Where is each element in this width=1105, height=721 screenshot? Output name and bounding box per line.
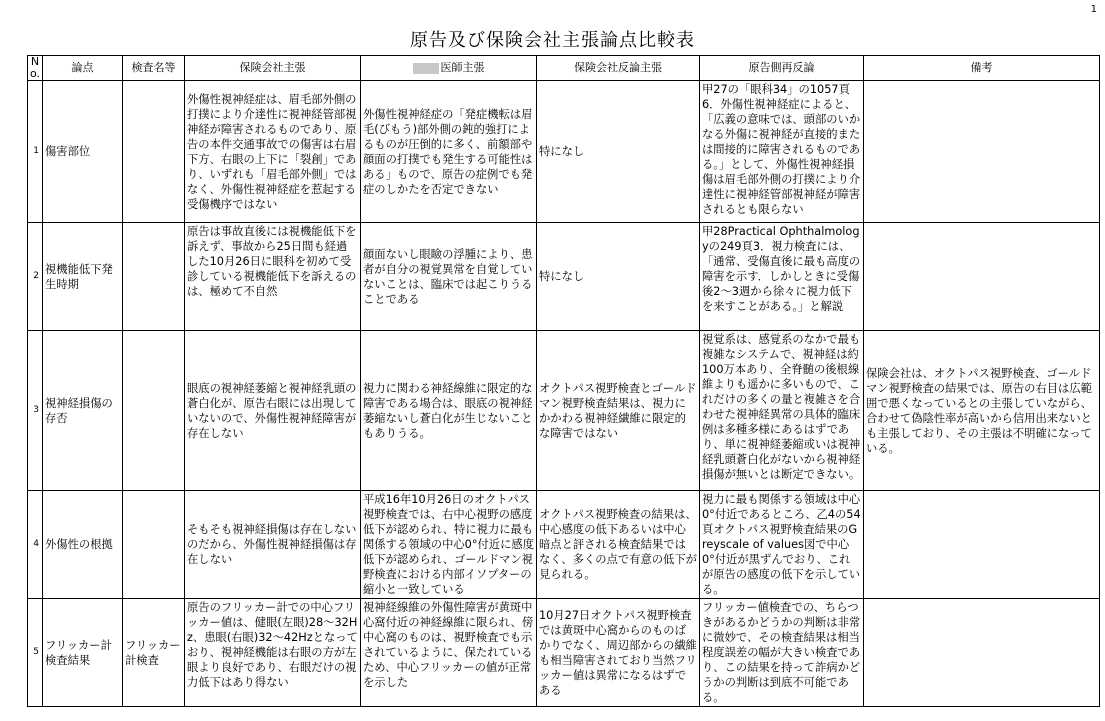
cell-insurer-rebuttal: 特になし [537,223,700,331]
header-remarks: 備考 [864,56,1100,81]
cell-insurer: 原告のフリッカー計での中心フリッカー値は、健眼(左眼)28～32Hz、患眼(右眼)32～42Hzとなっており、視神経機能は右眼の方が左眼より良好であり、右眼だけの視力低下はあり得ない [185,599,361,707]
cell-issue: フリッカー計検査結果 [43,599,123,707]
cell-test [123,223,185,331]
cell-doctor: 顔面ないし眼瞼の浮腫により、患者が自分の視覚異常を自覚していないことは、臨床では起こりうることである [361,223,537,331]
cell-remarks [864,223,1100,331]
cell-plaintiff-rebuttal: 甲27の「眼科34」の1057頁6．外傷性視神経症によると、「広義の意味では、頭部のいかなる外傷に視神経が直接的または間接的に障害されるものである。」として、外傷性視神経損傷は眉毛部外側の打撲により介達性に視神経管部視神経が障害されるとも限らない [700,81,864,223]
header-no: No. [28,56,43,81]
cell-doctor: 平成16年10月26日のオクトパス視野検査では、右中心視野の感度低下が認められ、特に視力に最も関係する領域の中心0°付近に感度低下が認められ、ゴールドマン視野検査における内部イソプターの縮小と一致している [361,491,537,599]
header-row [28,56,1100,81]
cell-plaintiff-rebuttal: 視覚系は、感覚系のなかで最も複雑なシステムで、視神経は約100万本あり、全脊髄の後根線維よりも遥かに多いもので、これだけの多くの量と複雑さを合わせた視神経異常の具体的臨床例は多種多様にあるはずであり、単に視神経萎縮或いは視神経乳頭蒼白化がないから視神経損傷が無いとは断定できない。 [700,331,864,491]
cell-insurer-rebuttal: 10月27日オクトパス視野検査では黄斑中心窩からのものばかりでなく、周辺部からの繊維も相当障害されており当然フリッカー値は異常になるはずである [537,599,700,707]
cell-test [123,331,185,491]
cell-test: フリッカー計検査 [123,599,185,707]
cell-test [123,491,185,599]
header-insurer-rebuttal: 保険会社反論主張 [537,56,700,81]
comparison-table [27,55,1100,707]
cell-plaintiff-rebuttal: フリッカー値検査での、ちらつきがあるかどうかの判断は非常に微妙で、その検査結果は相当程度誤差の幅が大きい検査であり、この結果を持って詐病かどうかの判断は到底不可能である。 [700,599,864,707]
table-row [28,331,1100,491]
cell-remarks: 保険会社は、オクトパス視野検査、ゴールドマン視野検査の結果では、原告の右目は広範囲で悪くなっているとの主張していながら、合わせて偽陰性率が高いから信用出来ないとも主張しており、その主張は不明確になっている。 [864,331,1100,491]
header-doctor-label: 医師主張 [440,61,485,74]
cell-issue: 視神経損傷の存否 [43,331,123,491]
cell-no: 3 [28,331,43,491]
redaction-mark [413,63,439,74]
table-row [28,223,1100,331]
cell-insurer: そもそも視神経損傷は存在しないのだから、外傷性視神経損傷は存在しない [185,491,361,599]
header-insurer: 保険会社主張 [185,56,361,81]
header-issue: 論点 [43,56,123,81]
page-number: 1 [1090,4,1097,15]
table-row [28,599,1100,707]
cell-test [123,81,185,223]
cell-doctor: 外傷性視神経症の「発症機転は眉毛(びもう)部外側の鈍的強打によるものが圧倒的に多く、前額部や顔面の打撲でも発生する可能性はある」もので、原告の症例でも発症のしかたを否定できない [361,81,537,223]
header-test: 検査名等 [123,56,185,81]
cell-remarks [864,81,1100,223]
cell-plaintiff-rebuttal: 甲28Practical Ophthalmologyの249頁3．視力検査には、「通常、受傷直後に最も高度の障害を示す．しかしときに受傷後2～3週から徐々に視力低下を来すことがある。」と解説 [700,223,864,331]
cell-no: 2 [28,223,43,331]
table-row [28,81,1100,223]
cell-doctor: 視力に関わる神経線維に限定的な障害である場合は、眼底の視神経萎縮ないし蒼白化が生じないこともありうる。 [361,331,537,491]
header-doctor [361,56,537,81]
cell-remarks [864,599,1100,707]
cell-insurer-rebuttal: オクトパス視野検査とゴールドマン視野検査結果は、視力にかかわる視神経繊維に限定的な障害ではない [537,331,700,491]
cell-plaintiff-rebuttal: 視力に最も関係する領域は中心0°付近であるところ、乙4の54頁オクトパス視野検査結果のGreyscale of values図で中心0°付近が黒ずんでおり、これが原告の感度の低下を示している。 [700,491,864,599]
cell-insurer: 眼底の視神経萎縮と視神経乳頭の蒼白化が、原告右眼には出現していないので、外傷性視神経障害が存在しない [185,331,361,491]
cell-insurer-rebuttal: オクトパス視野検査の結果は、中心感度の低下あるいは中心暗点と評される検査結果ではなく、多くの点で有意の低下が見られる。 [537,491,700,599]
cell-insurer-rebuttal: 特になし [537,81,700,223]
cell-no: 5 [28,599,43,707]
cell-insurer: 原告は事故直後には視機能低下を訴えず、事故から25日間も経過した10月26日に眼科を初めて受診している視機能低下を訴えるのは、極めて不自然 [185,223,361,331]
cell-no: 4 [28,491,43,599]
cell-remarks [864,491,1100,599]
cell-issue: 傷害部位 [43,81,123,223]
cell-issue: 視機能低下発生時期 [43,223,123,331]
cell-insurer: 外傷性視神経症は、眉毛部外側の打撲により介達性に視神経管部視神経が障害されるものであり、原告の本件交通事故での傷害は右眉下方、右眼の上下に「裂創」であり、いずれも「眉毛部外側」ではなく、外傷性視神経症を惹起する受傷機序ではない [185,81,361,223]
document-title: 原告及び保険会社主張論点比較表 [410,30,695,51]
cell-no: 1 [28,81,43,223]
cell-doctor: 視神経線維の外傷性障害が黄斑中心窩付近の神経線維に限られ、傍中心窩のものは、視野検査でも示されているように、保たれているため、中心フリッカーの値が正常を示した [361,599,537,707]
cell-issue: 外傷性の根拠 [43,491,123,599]
header-plaintiff-rebuttal: 原告側再反論 [700,56,864,81]
table-row [28,491,1100,599]
